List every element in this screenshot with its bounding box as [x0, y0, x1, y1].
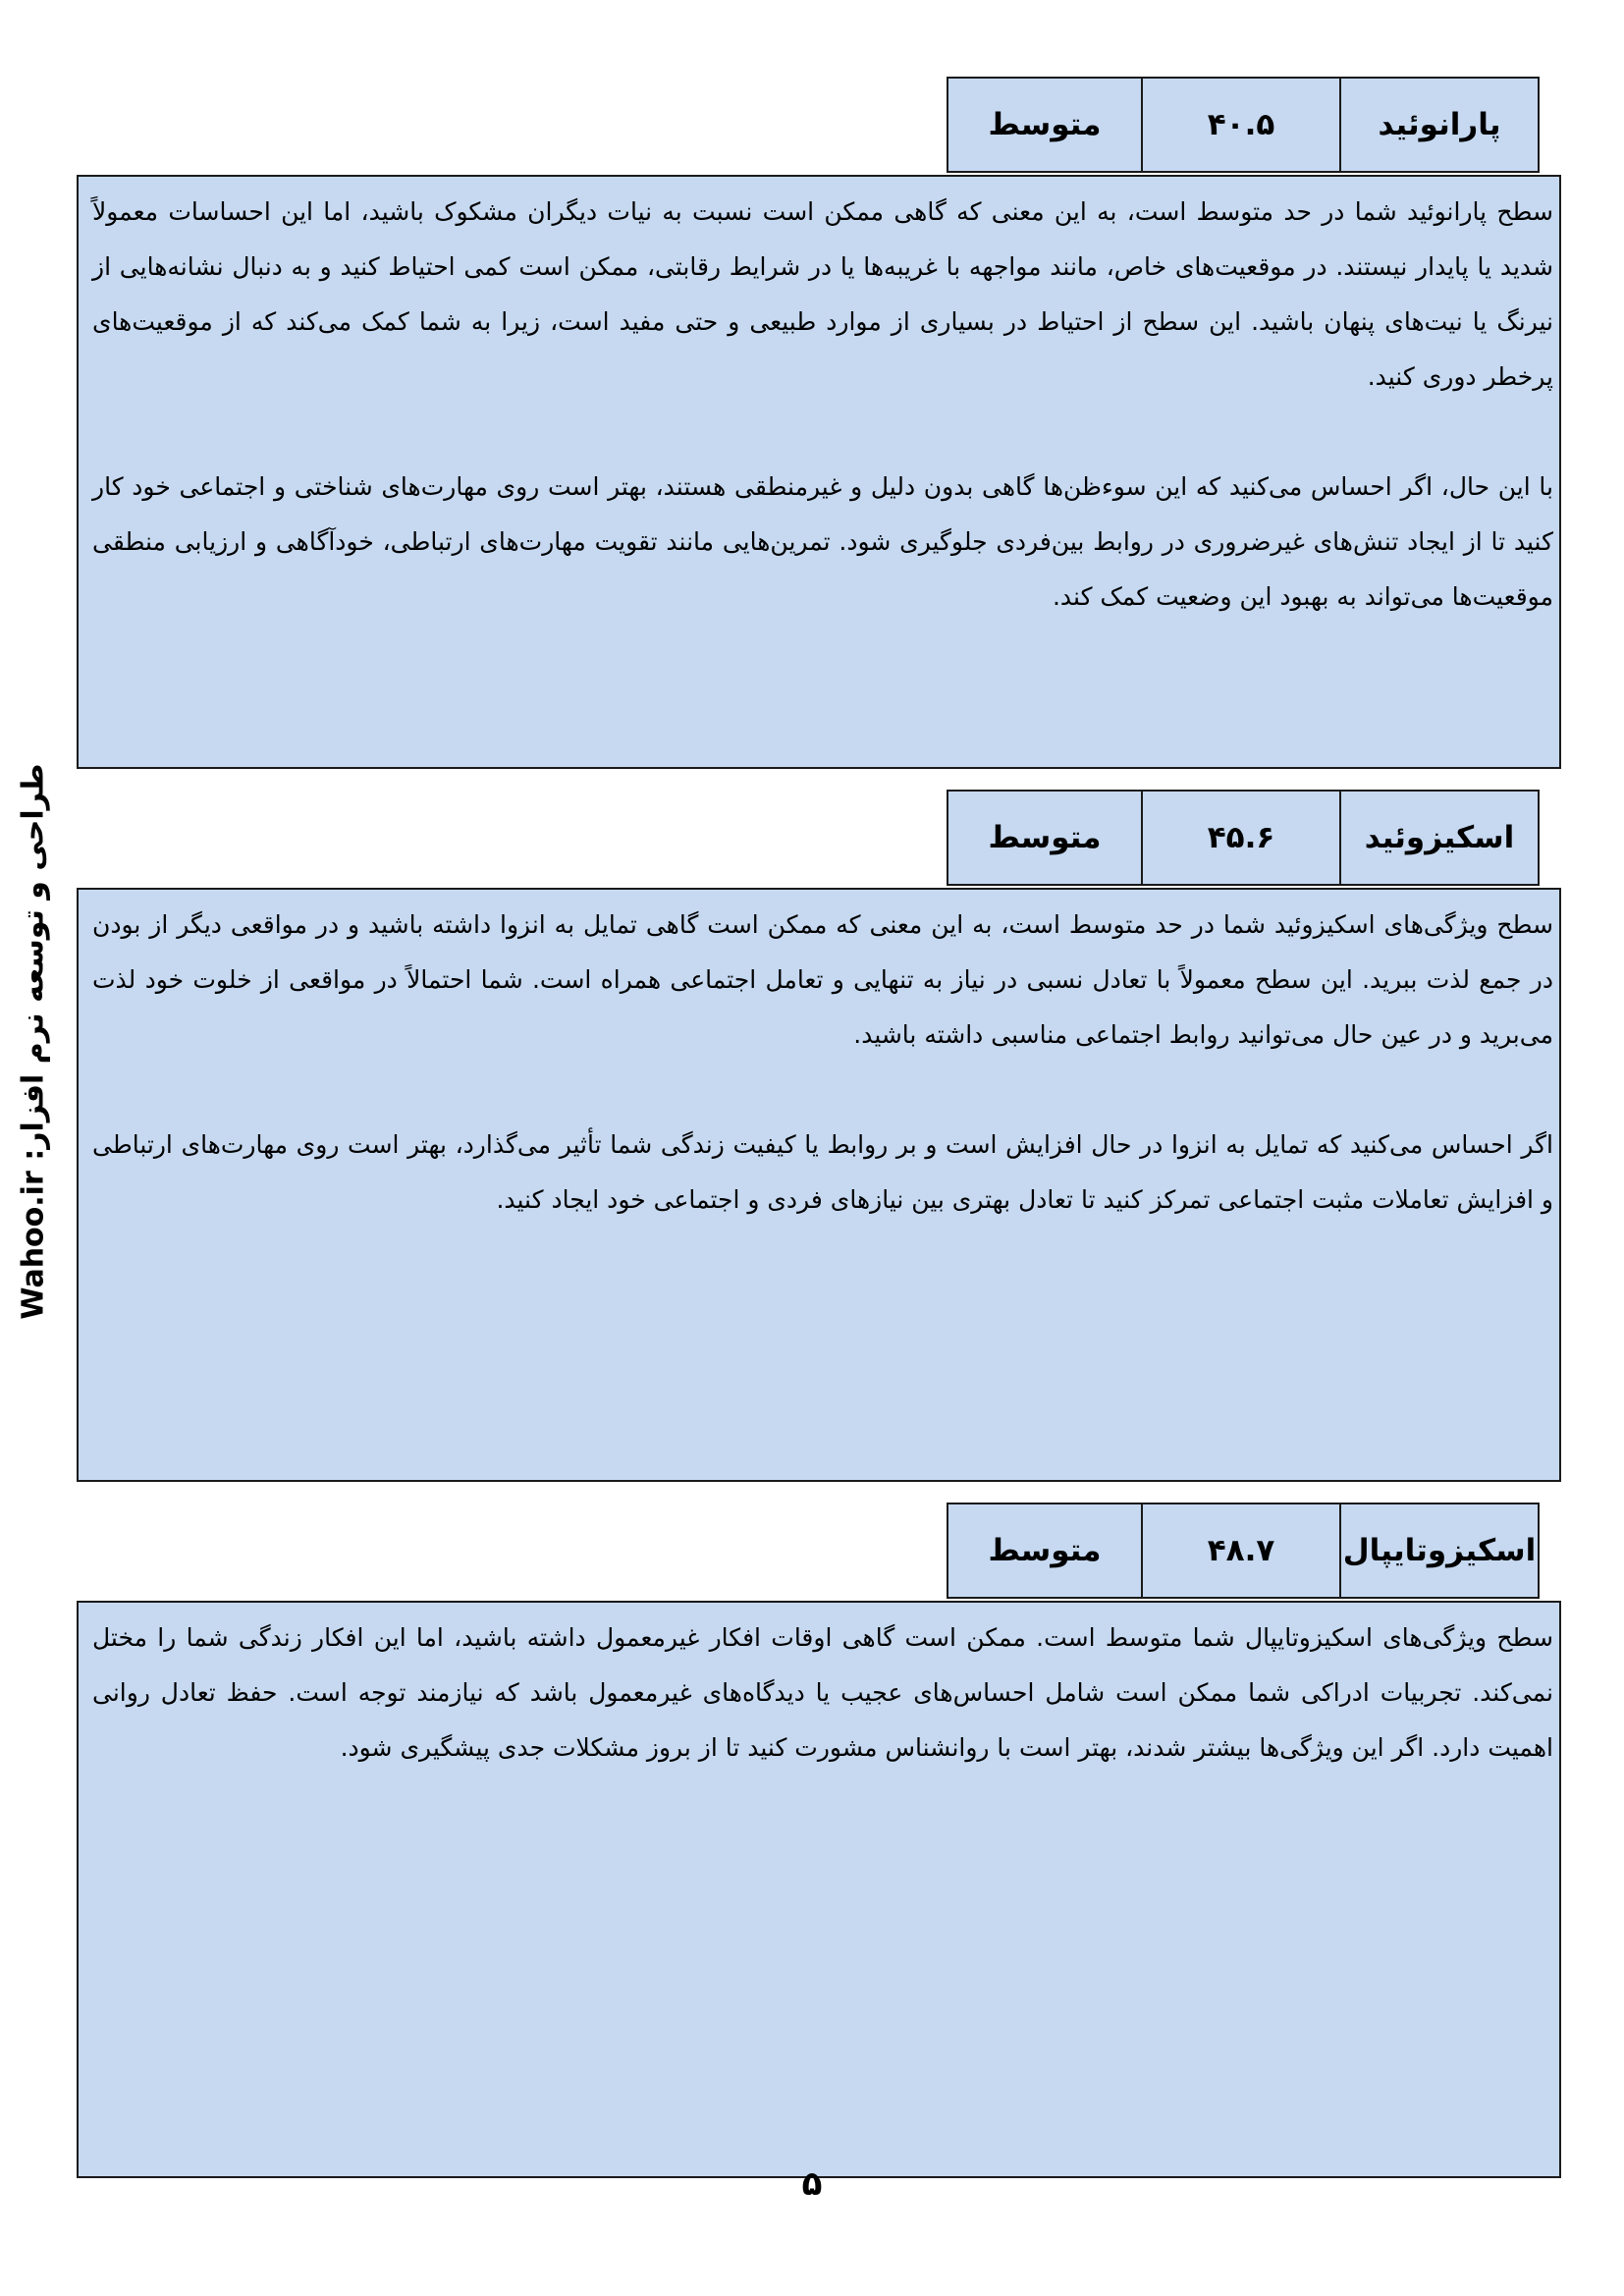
trait-name: پارانوئید: [1341, 77, 1540, 173]
trait-header: [947, 77, 1540, 173]
trait-name: اسکیزوئید: [1341, 790, 1540, 886]
trait-score: ۴۸.۷: [1143, 1503, 1341, 1599]
trait-header: [947, 790, 1540, 886]
trait-description-paragraph: با این حال، اگر احساس می‌کنید که این سوءظن‌ها گاهی بدون دلیل و غیرمنطقی هستند، بهتر است روی مهارت‌های شناختی و اجتماعی خود کار کنید تا از ایجاد تنش‌های غیرضروری در روابط بین‌فردی جلوگیری شود. تمرین‌هایی مانند تقویت مهارت‌های ارتباطی، خودآگاهی و ارزیابی منطقی موقعیت‌ها می‌تواند به بهبود این وضعیت کمک کند.: [92, 472, 1553, 611]
trait-score: ۴۵.۶: [1143, 790, 1341, 886]
trait-description-box: [77, 1601, 1561, 2178]
trait-level: متوسط: [947, 1503, 1143, 1599]
trait-description-paragraph: سطح ویژگی‌های اسکیزوئید شما در حد متوسط است، به این معنی که ممکن است گاهی تمایل به انزوا داشته باشید و در مواقعی دیگر از بودن در جمع لذت ببرید. این سطح معمولاً با تعادل نسبی در نیاز به تنهایی و تعامل اجتماعی همراه است. شما احتمالاً در مواقعی از خلوت خود لذت می‌برید و در عین حال می‌توانید روابط اجتماعی مناسبی داشته باشید.: [92, 910, 1553, 1049]
trait-description-box: [77, 175, 1561, 769]
trait-description-paragraph: اگر احساس می‌کنید که تمایل به انزوا در حال افزایش است و بر روابط یا کیفیت زندگی شما تأثیر می‌گذارد، بهتر است روی مهارت‌های ارتباطی و افزایش تعاملات مثبت اجتماعی تمرکز کنید تا تعادل بهتری بین نیازهای فردی و اجتماعی خود ایجاد کنید.: [92, 1130, 1553, 1214]
side-label-text: طراحی و توسعه نرم افزار: Wahoo.ir: [16, 762, 51, 1320]
trait-name: اسکیزوتایپال: [1341, 1503, 1540, 1599]
trait-description-paragraph: سطح پارانوئید شما در حد متوسط است، به این معنی که گاهی ممکن است نسبت به نیات دیگران مشکوک باشید، اما این احساسات معمولاً شدید یا پایدار نیستند. در موقعیت‌های خاص، مانند مواجهه با غریبه‌ها یا در شرایط رقابتی، ممکن است کمی احتیاط کنید و به دنبال نشانه‌هایی از نیرنگ یا نیت‌های پنهان باشید. این سطح از احتیاط در بسیاری از موارد طبیعی و حتی مفید است، زیرا به شما کمک می‌کند که از موقعیت‌های پرخطر دوری کنید.: [92, 197, 1553, 391]
trait-score: ۴۰.۵: [1143, 77, 1341, 173]
page-number: ۵: [801, 2164, 823, 2204]
trait-description-box: [77, 888, 1561, 1482]
trait-header: [947, 1503, 1540, 1599]
trait-description-paragraph: سطح ویژگی‌های اسکیزوتایپال شما متوسط است. ممکن است گاهی اوقات افکار غیرمعمول داشته باشید، اما این افکار زندگی شما را مختل نمی‌کند. تجربیات ادراکی شما ممکن است شامل احساس‌های عجیب یا دیدگاه‌های غیرمعمول باشد که نیازمند توجه است. حفظ تعادل روانی اهمیت دارد. اگر این ویژگی‌ها بیشتر شدند، بهتر است با روانشناس مشورت کنید تا از بروز مشکلات جدی پیشگیری شود.: [92, 1623, 1553, 1762]
side-label: [14, 762, 53, 1320]
trait-level: متوسط: [947, 790, 1143, 886]
trait-level: متوسط: [947, 77, 1143, 173]
